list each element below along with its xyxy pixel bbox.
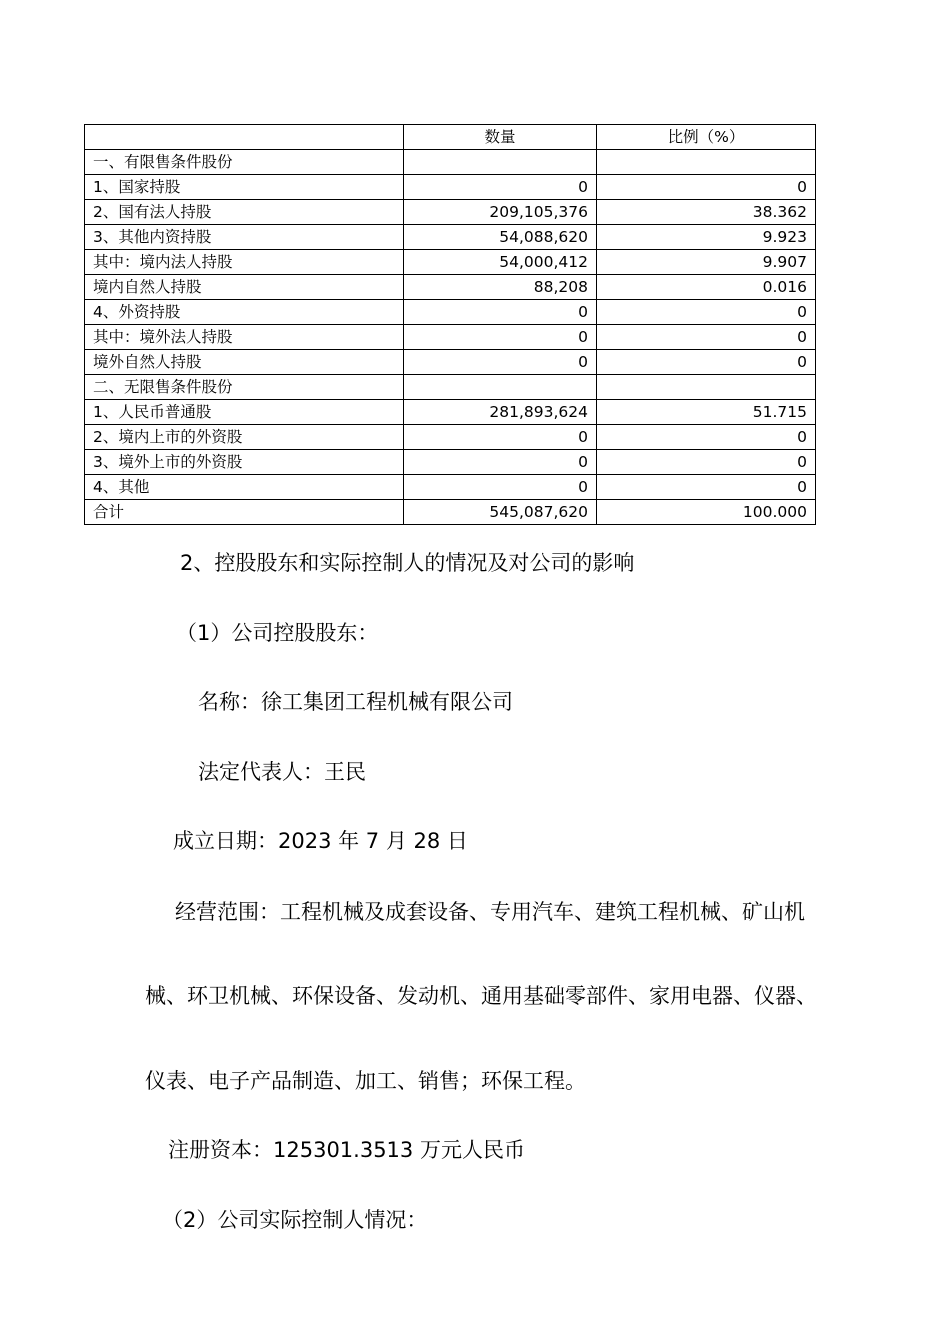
legal-representative: 法定代表人：王民	[198, 760, 366, 784]
table-row	[85, 250, 816, 275]
header-cell-ratio: 比例（%）	[597, 125, 816, 150]
table-row	[85, 450, 816, 475]
cell-label: 3、其他内资持股	[85, 225, 404, 250]
cell-label: 一、有限售条件股份	[85, 150, 404, 175]
cell-label: 二、无限售条件股份	[85, 375, 404, 400]
cell-quantity: 54,000,412	[404, 250, 597, 275]
cell-label: 其中：境内法人持股	[85, 250, 404, 275]
section-heading: 2、控股股东和实际控制人的情况及对公司的影响	[180, 551, 635, 575]
cell-label: 境外自然人持股	[85, 350, 404, 375]
business-scope-line-2: 械、环卫机械、环保设备、发动机、通用基础零部件、家用电器、仪器、	[145, 984, 817, 1008]
cell-ratio: 0	[597, 325, 816, 350]
table-row	[85, 225, 816, 250]
cell-quantity	[404, 150, 597, 175]
cell-quantity: 0	[404, 425, 597, 450]
cell-quantity: 209,105,376	[404, 200, 597, 225]
cell-quantity: 545,087,620	[404, 500, 597, 525]
cell-label: 3、境外上市的外资股	[85, 450, 404, 475]
cell-ratio: 0	[597, 175, 816, 200]
cell-quantity: 0	[404, 450, 597, 475]
company-name: 名称：徐工集团工程机械有限公司	[198, 690, 513, 714]
cell-label: 2、国有法人持股	[85, 200, 404, 225]
cell-quantity: 88,208	[404, 275, 597, 300]
established-date: 成立日期：2023 年 7 月 28 日	[173, 829, 468, 853]
table-row	[85, 175, 816, 200]
cell-quantity: 0	[404, 300, 597, 325]
business-scope-line-1: 经营范围：工程机械及成套设备、专用汽车、建筑工程机械、矿山机	[175, 900, 805, 924]
cell-quantity: 0	[404, 475, 597, 500]
cell-label: 4、外资持股	[85, 300, 404, 325]
cell-ratio: 0.016	[597, 275, 816, 300]
cell-ratio: 0	[597, 350, 816, 375]
cell-quantity: 54,088,620	[404, 225, 597, 250]
table-row	[85, 500, 816, 525]
cell-ratio: 38.362	[597, 200, 816, 225]
cell-label: 其中：境外法人持股	[85, 325, 404, 350]
cell-ratio: 51.715	[597, 400, 816, 425]
cell-quantity: 0	[404, 350, 597, 375]
cell-ratio: 0	[597, 475, 816, 500]
cell-label: 1、国家持股	[85, 175, 404, 200]
cell-label: 境内自然人持股	[85, 275, 404, 300]
cell-ratio	[597, 150, 816, 175]
cell-ratio	[597, 375, 816, 400]
cell-quantity: 0	[404, 325, 597, 350]
subheading-actual-controller: （2）公司实际控制人情况：	[162, 1208, 428, 1232]
table-row	[85, 200, 816, 225]
table-row	[85, 400, 816, 425]
cell-quantity: 281,893,624	[404, 400, 597, 425]
cell-ratio: 9.907	[597, 250, 816, 275]
business-scope-line-3: 仪表、电子产品制造、加工、销售；环保工程。	[145, 1069, 586, 1093]
subheading-controlling-shareholder: （1）公司控股股东：	[176, 621, 379, 645]
cell-label: 4、其他	[85, 475, 404, 500]
cell-ratio: 0	[597, 450, 816, 475]
cell-ratio: 0	[597, 425, 816, 450]
cell-ratio: 100.000	[597, 500, 816, 525]
table-row	[85, 350, 816, 375]
table-row	[85, 375, 816, 400]
header-cell-quantity: 数量	[404, 125, 597, 150]
cell-label: 2、境内上市的外资股	[85, 425, 404, 450]
cell-quantity: 0	[404, 175, 597, 200]
cell-quantity	[404, 375, 597, 400]
cell-ratio: 0	[597, 300, 816, 325]
cell-ratio: 9.923	[597, 225, 816, 250]
registered-capital: 注册资本：125301.3513 万元人民币	[168, 1138, 525, 1162]
table-row	[85, 425, 816, 450]
cell-label: 1、人民币普通股	[85, 400, 404, 425]
table-header-row	[85, 125, 816, 150]
cell-label: 合计	[85, 500, 404, 525]
header-cell-label	[85, 125, 404, 150]
table-row	[85, 275, 816, 300]
table-row	[85, 475, 816, 500]
table-row	[85, 325, 816, 350]
share-structure-table	[84, 124, 816, 525]
table-row	[85, 300, 816, 325]
table-row	[85, 150, 816, 175]
